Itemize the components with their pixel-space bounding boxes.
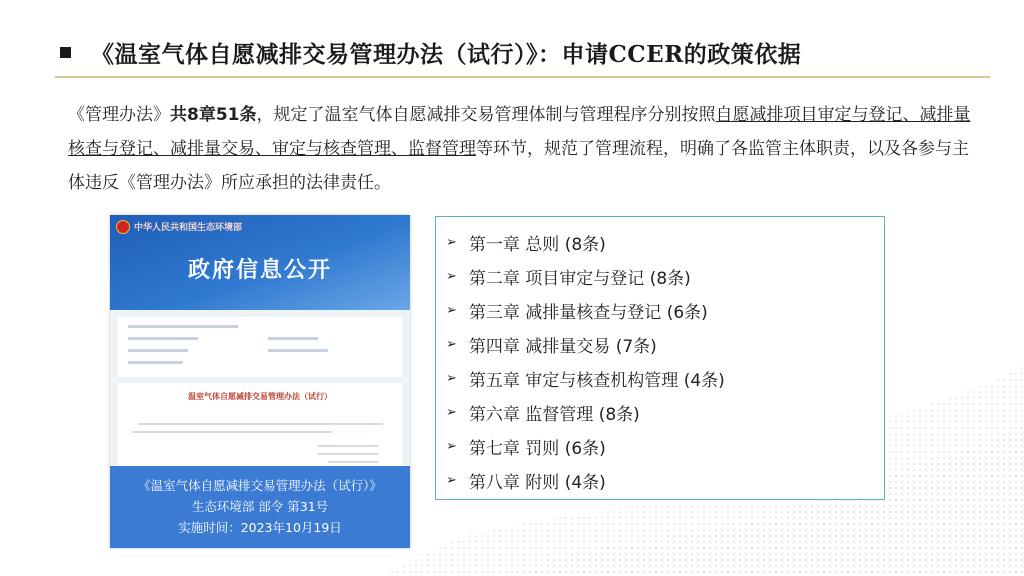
national-emblem-icon xyxy=(116,220,130,234)
intro-underlined: 自愿减排项目审定与登记、减排量核查与登记、减排量交易、审定与核查管理、监督管理 xyxy=(68,105,971,159)
document-title: 温室气体自愿减排交易管理办法（试行） xyxy=(188,392,332,401)
chapter-label: 第五章 审定与核查机构管理 (4条) xyxy=(468,371,725,391)
intro-text-3: 等环节，规范了管理流程，明确了各监管主体职责，以及各参与主体违反《管理办法》所应承担的法律责任。 xyxy=(68,139,969,193)
chapter-label: 第三章 减排量核查与登记 (6条) xyxy=(468,303,708,323)
intro-bold: 共8章51条 xyxy=(170,105,257,125)
list-item xyxy=(446,434,606,459)
metadata-panel xyxy=(118,317,402,377)
list-item xyxy=(446,400,640,425)
chapter-label: 第六章 监督管理 (8条) xyxy=(468,405,640,425)
arrow-right-icon: ➢ xyxy=(446,473,457,488)
chapter-list xyxy=(435,216,885,500)
chapter-label: 第一章 总则 (8条) xyxy=(468,235,606,255)
list-item xyxy=(446,366,725,391)
list-item xyxy=(446,230,606,255)
list-item xyxy=(446,264,691,289)
arrow-right-icon: ➢ xyxy=(446,235,457,250)
document-image-card xyxy=(110,215,410,548)
agency-name: 中华人民共和国生态环境部 xyxy=(134,223,243,233)
chapter-label: 第七章 罚则 (6条) xyxy=(468,439,606,459)
arrow-right-icon: ➢ xyxy=(446,269,457,284)
caption-line-3: 实施时间：2023年10月19日 xyxy=(178,520,342,535)
card-banner xyxy=(110,215,410,310)
caption-line-1: 《温室气体自愿减排交易管理办法（试行）》 xyxy=(138,478,382,493)
intro-text-1: 《管理办法》 xyxy=(68,105,170,125)
square-icon xyxy=(60,47,71,58)
intro-text-2: ，规定了温室气体自愿减排交易管理体制与管理程序分别按照 xyxy=(256,105,716,125)
chapter-label: 第八章 附则 (4条) xyxy=(468,473,606,493)
arrow-right-icon: ➢ xyxy=(446,303,457,318)
page-title: 《温室气体自愿减排交易管理办法（试行）》：申请CCER的政策依据 xyxy=(91,41,802,68)
arrow-right-icon: ➢ xyxy=(446,337,457,352)
arrow-right-icon: ➢ xyxy=(446,405,457,420)
document-preview xyxy=(118,383,402,473)
arrow-right-icon: ➢ xyxy=(446,439,457,454)
title-divider xyxy=(55,76,990,78)
list-item xyxy=(446,298,708,323)
intro-paragraph xyxy=(68,98,973,200)
arrow-right-icon: ➢ xyxy=(446,371,457,386)
page-header xyxy=(60,36,801,69)
chapter-label: 第四章 减排量交易 (7条) xyxy=(468,337,657,357)
card-heading: 政府信息公开 xyxy=(187,258,332,283)
chapter-label: 第二章 项目审定与登记 (8条) xyxy=(468,269,691,289)
image-caption xyxy=(110,466,410,548)
list-item xyxy=(446,332,657,357)
list-item xyxy=(446,468,606,493)
caption-line-2: 生态环境部 部令 第31号 xyxy=(191,499,329,514)
